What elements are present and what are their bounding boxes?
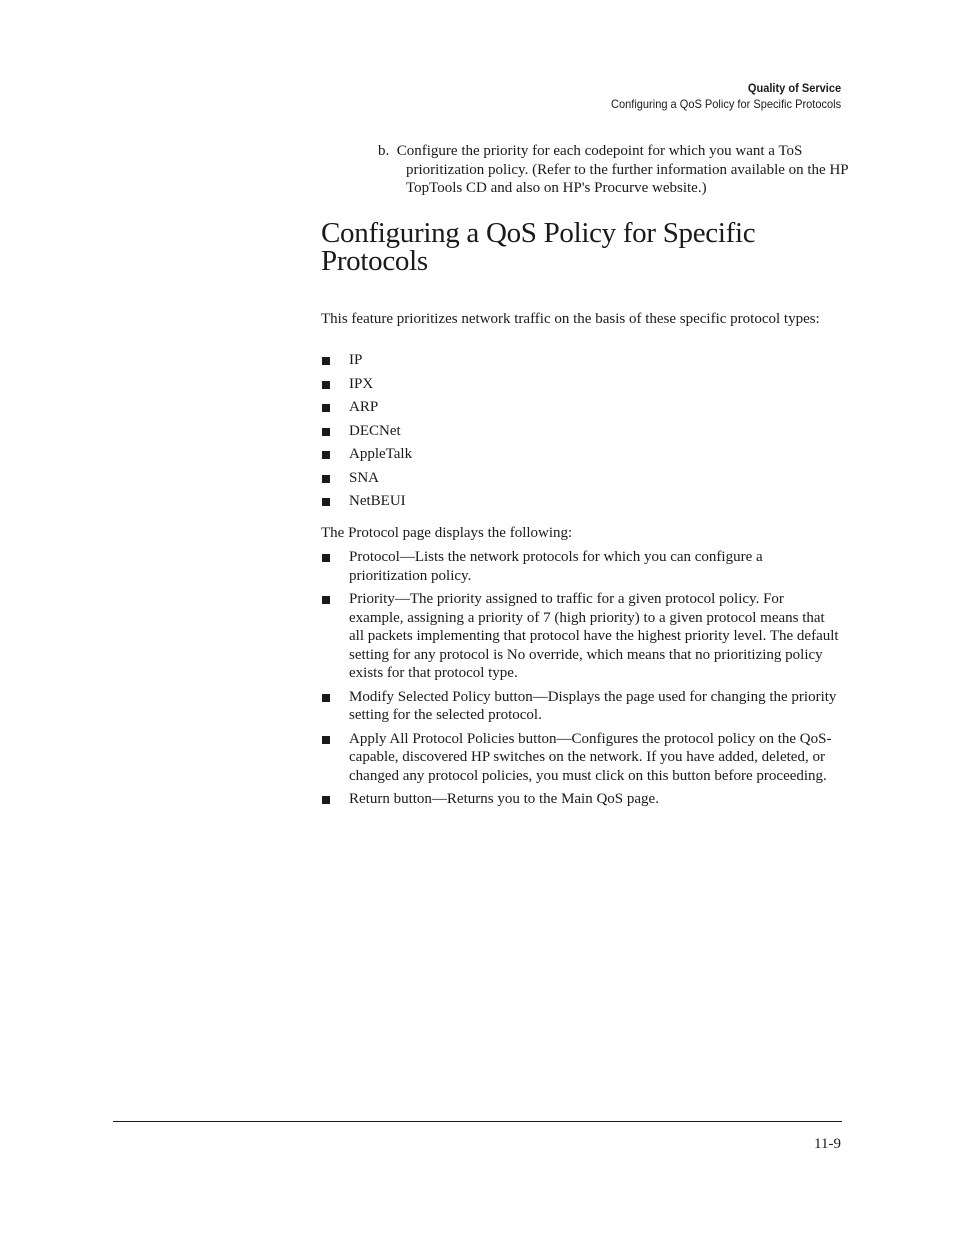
- square-bullet-icon: [322, 554, 330, 562]
- protocol-page-items-list: [321, 548, 841, 814]
- section-heading: Configuring a QoS Policy for Specific Protocols: [321, 217, 756, 277]
- protocol-label: ARP: [349, 399, 379, 415]
- square-bullet-icon: [322, 475, 330, 483]
- square-bullet-icon: [322, 381, 330, 389]
- protocol-label: NetBEUI: [349, 493, 406, 509]
- protocol-label: IP: [349, 352, 363, 368]
- footer-divider: [113, 1121, 842, 1122]
- description-text: Protocol—Lists the network protocols for which you can configure a prioritization policy.: [349, 549, 763, 584]
- square-bullet-icon: [322, 357, 330, 365]
- substep-text: Configure the priority for each codepoint for which you want a ToS prioritization policy. (Refer to the further information available on the HP TopTools CD and also on HP's Procurve website.): [396, 143, 849, 196]
- square-bullet-icon: [322, 404, 330, 412]
- protocol-list-item: [321, 445, 841, 469]
- page-number: 11-9: [814, 1136, 841, 1152]
- description-list-item: [321, 590, 841, 683]
- running-header-section: Configuring a QoS Policy for Specific Protocols: [610, 97, 841, 111]
- square-bullet-icon: [322, 596, 330, 604]
- description-text: Apply All Protocol Policies button—Configures the protocol policy on the QoS-capable, discovered HP switches on the network. If you have added, deleted, or changed any protocol policies, you must click on this button before proceeding.: [349, 730, 832, 784]
- protocol-list-item: [321, 375, 841, 399]
- protocol-label: AppleTalk: [349, 446, 413, 462]
- description-list-item: [321, 790, 841, 809]
- protocol-list-item: [321, 351, 841, 375]
- square-bullet-icon: [322, 451, 330, 459]
- protocol-list: [321, 351, 841, 516]
- protocol-list-item: [321, 422, 841, 446]
- procedure-substep: [378, 142, 871, 198]
- protocol-list-item: [321, 398, 841, 422]
- protocol-list-item: [321, 492, 841, 516]
- protocol-label: SNA: [349, 469, 380, 486]
- displays-intro-paragraph: The Protocol page displays the following:: [321, 525, 573, 541]
- description-text: Priority—The priority assigned to traffic for a given protocol policy. For example, assigning a priority of 7 (high priority) to a given protocol means that all packets implementing that protocol have the highest priority level. The default setting for any protocol is No override, which means that no prioritizing policy exists for that protocol type.: [349, 591, 839, 681]
- intro-paragraph: This feature prioritizes network traffic on the basis of these specific protocol types:: [321, 311, 820, 327]
- description-list-item: [321, 688, 841, 725]
- square-bullet-icon: [322, 428, 330, 436]
- running-header-chapter: Quality of Service: [747, 81, 841, 95]
- description-list-item: [321, 548, 841, 585]
- protocol-label: IPX: [349, 375, 374, 392]
- description-text: Modify Selected Policy button—Displays the page used for changing the priority setting for the selected protocol.: [349, 688, 837, 723]
- square-bullet-icon: [322, 736, 330, 744]
- square-bullet-icon: [322, 694, 330, 702]
- running-header: [611, 80, 841, 112]
- square-bullet-icon: [322, 498, 330, 506]
- description-text: Return button—Returns you to the Main QoS page.: [349, 791, 659, 807]
- square-bullet-icon: [322, 796, 330, 804]
- protocol-list-item: [321, 469, 841, 493]
- substep-marker: b.: [378, 143, 390, 159]
- protocol-label: DECNet: [349, 422, 401, 439]
- description-list-item: [321, 730, 841, 786]
